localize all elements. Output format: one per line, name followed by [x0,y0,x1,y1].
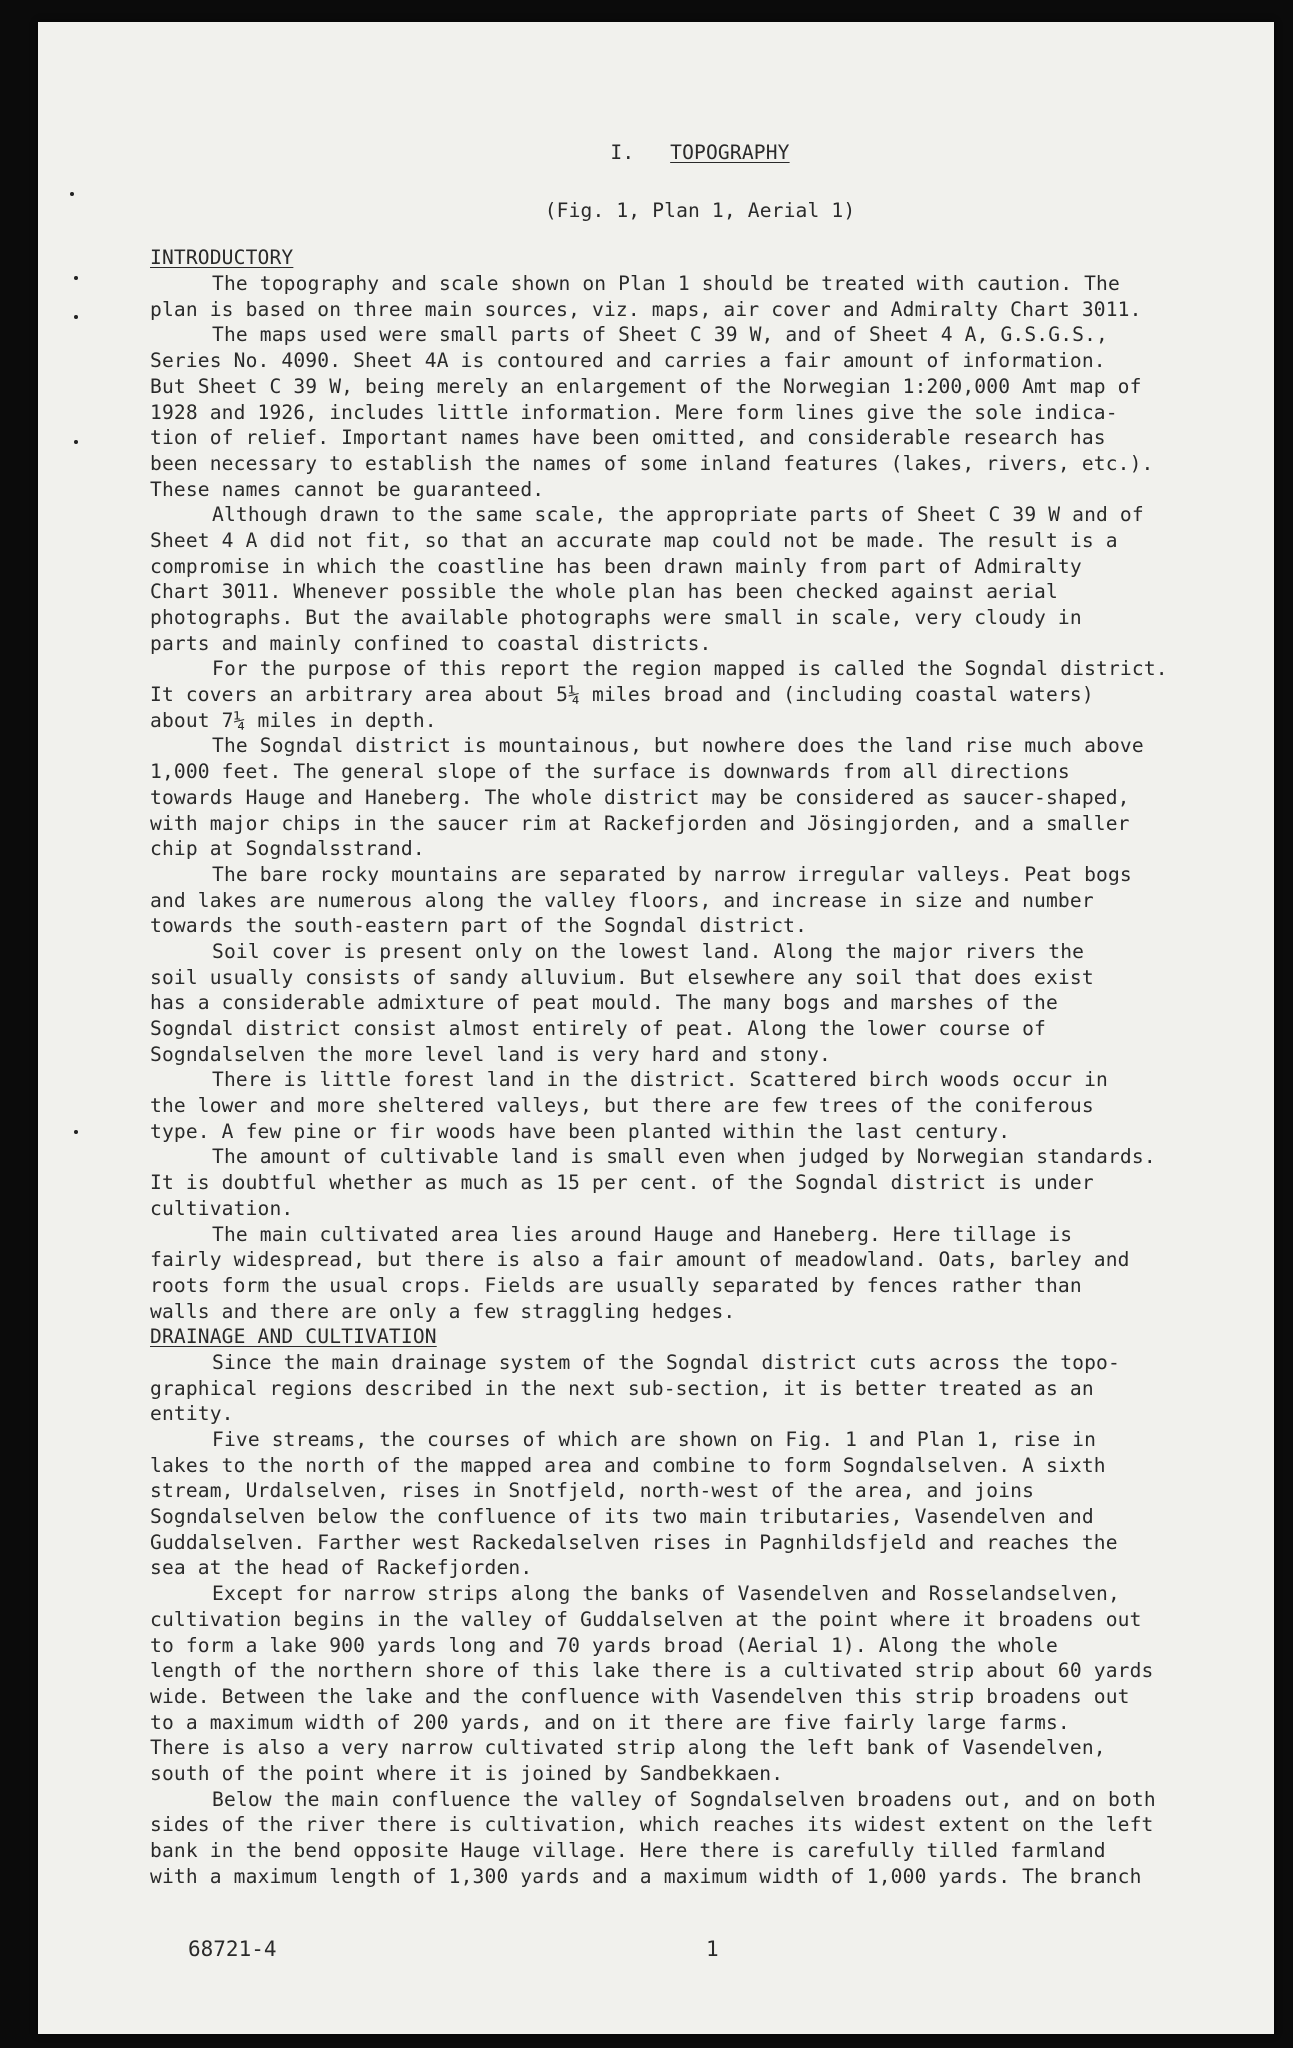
text-line: The maps used were small parts of Sheet C 39 W, and of Sheet 4 A, G.S.G.S., [212,323,1108,347]
text-line: with major chips in the saucer rim at Rackefjorden and Jösingjorden, and a smaller [150,811,1130,835]
text-line: length of the northern shore of this lake there is a cultivated strip about 60 yards [150,1659,1154,1683]
text-line: Although drawn to the same scale, the appropriate parts of Sheet C 39 W and of [212,503,1144,527]
text-line: has a considerable admixture of peat mould. The many bogs and marshes of the [150,991,1058,1015]
margin-mark [74,1130,78,1134]
text-line: Five streams, the courses of which are shown on Fig. 1 and Plan 1, rise in [212,1428,1097,1451]
margin-mark [74,315,78,319]
margin-mark [74,276,78,280]
heading-introductory: INTRODUCTORY [150,246,294,270]
text-line: Chart 3011. Whenever possible the whole plan has been checked against aerial [150,580,1058,604]
text-line: It covers an arbitrary area about 5¼ miles broad and (including coastal waters) [150,683,1094,707]
text-line: chip at Sogndalsstrand. [150,837,425,861]
text-line: lakes to the north of the mapped area and combine to form Sogndalselven. A sixth [150,1453,1106,1477]
text-line: plan is based on three main sources, viz. maps, air cover and Admiralty Chart 3011. [150,297,1142,321]
text-line: tion of relief. Important names have been omitted, and considerable research has [150,426,1106,450]
drainage-paragraphs [150,1350,1250,1889]
text-line: and lakes are numerous along the valley floors, and increase in size and number [150,888,1094,912]
section-title [150,140,1250,166]
text-line: about 7¼ miles in depth. [150,708,437,732]
text-line: sea at the head of Rackefjorden. [150,1556,533,1580]
section-title-text: TOPOGRAPHY [670,141,790,164]
text-line: Since the main drainage system of the Sogndal district cuts across the topo- [212,1350,1120,1374]
text-line: Sogndalselven the more level land is very hard and stony. [150,1042,831,1066]
text-line: bank in the bend opposite Hauge village. Here there is carefully tilled farmland [150,1839,1106,1862]
text-line: Except for narrow strips along the banks of Vasendelven and Rosselandselven, [212,1582,1120,1606]
text-line: The Sogndal district is mountainous, but nowhere does the land rise much above [212,734,1144,758]
text-line: fairly widespread, but there is also a fair amount of meadowland. Oats, barley and [150,1248,1130,1272]
text-line: The main cultivated area lies around Hauge and Haneberg. Here tillage is [212,1222,1073,1246]
text-line: 1,000 feet. The general slope of the surface is downwards from all directions [150,760,1070,784]
page-number: 1 [706,1937,719,1961]
margin-mark [74,440,78,444]
margin-mark [70,192,74,196]
text-line: roots form the usual crops. Fields are usually separated by fences rather than [150,1273,1082,1297]
document-page [38,22,1274,2034]
text-line: Soil cover is present only on the lowest land. Along the major rivers the [212,939,1085,963]
text-line: with a maximum length of 1,300 yards and a maximum width of 1,000 yards. The branch [150,1864,1142,1888]
text-line: Series No. 4090. Sheet 4A is contoured and carries a fair amount of information. [150,349,1106,373]
section-number: I. [610,141,635,164]
text-line: stream, Urdalselven, rises in Snotfjeld, north-west of the area, and joins [150,1479,1035,1503]
text-line: cultivation. [150,1196,294,1220]
text-line: Guddalselven. Farther west Rackedalselven rises in Pagnhildsfjeld and reaches the [150,1530,1118,1554]
text-line: entity. [150,1402,234,1426]
text-line: wide. Between the lake and the confluence with Vasendelven this strip broadens out [150,1684,1130,1708]
text-line: But Sheet C 39 W, being merely an enlargement of the Norwegian 1:200,000 Amt map of [150,374,1142,398]
text-line: The bare rocky mountains are separated by narrow irregular valleys. Peat bogs [212,862,1132,886]
text-line: The topography and scale shown on Plan 1 should be treated with caution. The [212,272,1120,296]
text-line: cultivation begins in the valley of Guddalselven at the point where it broadens out [150,1607,1142,1631]
text-line: towards Hauge and Haneberg. The whole district may be considered as saucer-shaped, [150,785,1130,809]
text-line: the lower and more sheltered valleys, but there are few trees of the coniferous [150,1094,1094,1118]
document-code: 68721-4 [188,1937,277,1961]
text-line: compromise in which the coastline has been drawn mainly from part of Admiralty [150,554,1082,578]
text-line: For the purpose of this report the region mapped is called the Sogndal district. [212,657,1168,681]
text-line: soil usually consists of sandy alluvium. But elsewhere any soil that does exist [150,965,1094,989]
text-line: The amount of cultivable land is small even when judged by Norwegian standards. [212,1145,1156,1169]
body-text [150,142,1250,1889]
introductory-paragraphs [150,271,1250,1324]
text-line: There is little forest land in the district. Scattered birch woods occur in [212,1068,1108,1092]
section-subtitle: (Fig. 1, Plan 1, Aerial 1) [544,198,856,222]
text-line: Sogndalselven below the confluence of its two main tributaries, Vasendelven and [150,1505,1094,1529]
text-line: to a maximum width of 200 yards, and on it there are five fairly large farms. [150,1710,1070,1734]
text-line: been necessary to establish the names of some inland features (lakes, rivers, etc.). [150,451,1154,475]
text-line: south of the point where it is joined by Sandbekkaen. [150,1761,784,1785]
text-line: It is doubtful whether as much as 15 per cent. of the Sogndal district is under [150,1171,1094,1195]
text-line: graphical regions described in the next sub-section, it is better treated as an [150,1376,1094,1400]
text-line: parts and mainly confined to coastal districts. [150,631,712,655]
text-line: type. A few pine or fir woods have been planted within the last century. [150,1119,1011,1143]
text-line: Below the main confluence the valley of Sogndalselven broadens out, and on both [212,1787,1156,1811]
text-line: walls and there are only a few straggling hedges. [150,1299,736,1323]
text-line: sides of the river there is cultivation, which reaches its widest extent on the left [150,1813,1154,1837]
text-line: to form a lake 900 yards long and 70 yards broad (Aerial 1). Along the whole [150,1633,1058,1657]
text-line: There is also a very narrow cultivated strip along the left bank of Vasendelven, [150,1736,1106,1760]
text-line: 1928 and 1926, includes little information. Mere form lines give the sole indica- [150,400,1118,424]
text-line: towards the south-eastern part of the Sogndal district. [150,914,808,938]
heading-drainage: DRAINAGE AND CULTIVATION [150,1325,437,1349]
text-line: Sogndal district consist almost entirely of peat. Along the lower course of [150,1017,1046,1040]
text-line: photographs. But the available photographs were small in scale, very cloudy in [150,606,1082,629]
text-line: Sheet 4 A did not fit, so that an accurate map could not be made. The result is a [150,528,1118,552]
text-line: These names cannot be guaranteed. [150,477,545,501]
